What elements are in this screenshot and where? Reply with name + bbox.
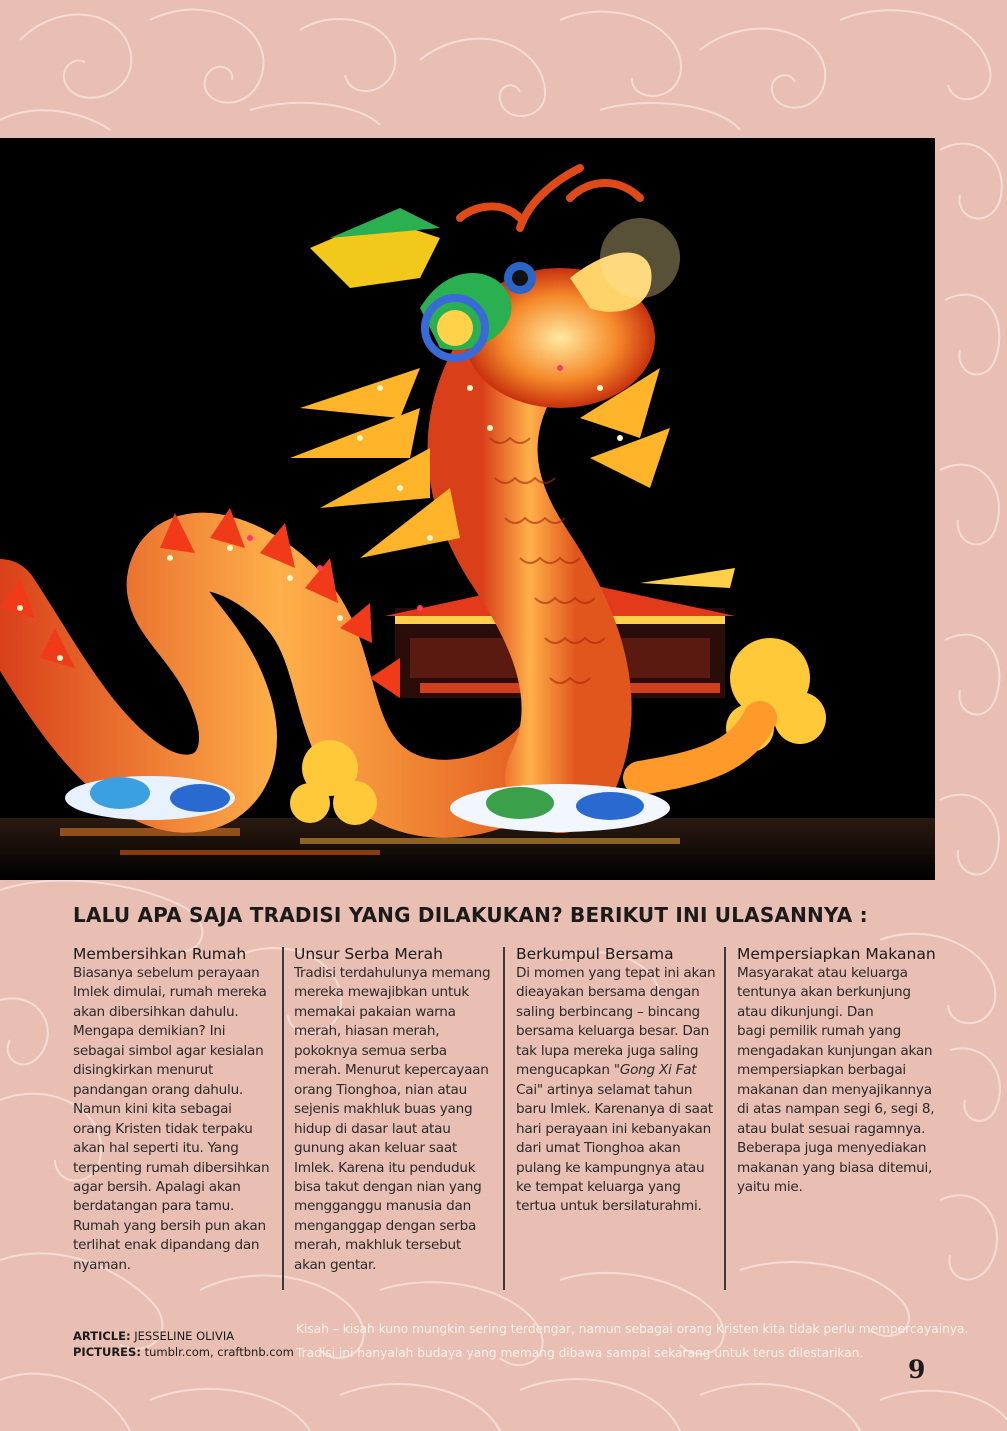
page-number: 9 — [908, 1355, 926, 1384]
column-mempersiapkan-makanan — [737, 944, 937, 1197]
column-body: Masyarakat atau keluarga tentunya akan berkunjung atau dikunjungi. Dan bagi pemilik rumah yang mengadakan kunjungan akan mempersiapkan berbagai makanan dan menyajikannya di atas nampan segi 6, segi 8, atau bulat sesuai ragamnya. Beberapa juga menyediakan makanan yang biasa ditemui, yaitu mie. — [737, 965, 935, 1195]
column-title: Mempersiapkan Makanan — [737, 945, 936, 963]
closing-note: Kisah – kisah kuno mungkin sering terdengar, namun sebagai orang Kristen kita tidak perlu mempercayainya. Tradisi ini hanyalah budaya yang memang dibawa sampai sekarang untuk terus dilestarikan. — [296, 1322, 969, 1360]
column-title: Membersihkan Rumah — [73, 945, 247, 963]
column-unsur-serba-merah — [294, 944, 494, 1275]
column-title: Berkumpul Bersama — [516, 945, 674, 963]
column-title: Unsur Serba Merah — [294, 945, 443, 963]
column-divider — [724, 947, 726, 1290]
dragon-lantern-photo — [0, 138, 935, 880]
article-credit: ARTICLE: JESSELINE OLIVIA — [73, 1329, 235, 1343]
column-body: Di momen yang tepat ini akan dieayakan bersama dengan saling berbincang – bincang bersama keluarga besar. Dan tak lupa mereka juga saling mengucapkan "Gong Xi Fat Cai" artinya selamat tahun baru Imlek. Karenanya di saat hari perayaan ini kebanyakan dari umat Tionghoa akan pulang ke kampungnya atau ke tempat keluarga yang tertua untuk bersilaturahmi. — [516, 965, 716, 1215]
greeting-phrase: "Gong Xi Fat — [613, 1062, 697, 1079]
column-divider — [282, 947, 284, 1290]
column-body: Biasanya sebelum perayaan Imlek dimulai, rumah mereka akan dibersihkan dahulu. Mengapa demikian? Ini sebagai simbol agar kesialan disingkirkan menurut pandangan orang dahulu. Namun kini kita sebagai orang Kristen tidak terpaku akan hal seperti itu. Yang terpenting rumah dibersihkan agar bersih. Apalagi akan berdatangan para tamu. Rumah yang bersih pun akan terlihat enak dipandang dan nyaman. — [73, 965, 270, 1273]
column-body: Tradisi terdahulunya memang mereka mewajibkan untuk memakai pakaian warna merah, hiasan merah, pokoknya semua serba merah. Menurut kepercayaan orang Tionghoa, nian atau sejenis makhluk buas yang hidup di dasar laut atau gunung akan keluar saat Imlek. Karena itu penduduk bisa takut dengan nian yang mengganggu manusia dan menganggap dengan serba merah, makhluk tersebut akan gentar. — [294, 965, 491, 1273]
column-divider — [503, 947, 505, 1290]
article-credits — [73, 1328, 294, 1360]
pictures-credit: PICTURES: tumblr.com, craftbnb.com — [73, 1345, 294, 1359]
column-berkumpul-bersama — [516, 944, 716, 1217]
column-membersihkan-rumah — [73, 944, 273, 1275]
section-heading: LALU APA SAJA TRADISI YANG DILAKUKAN? BERIKUT INI ULASANNYA : — [73, 903, 868, 927]
